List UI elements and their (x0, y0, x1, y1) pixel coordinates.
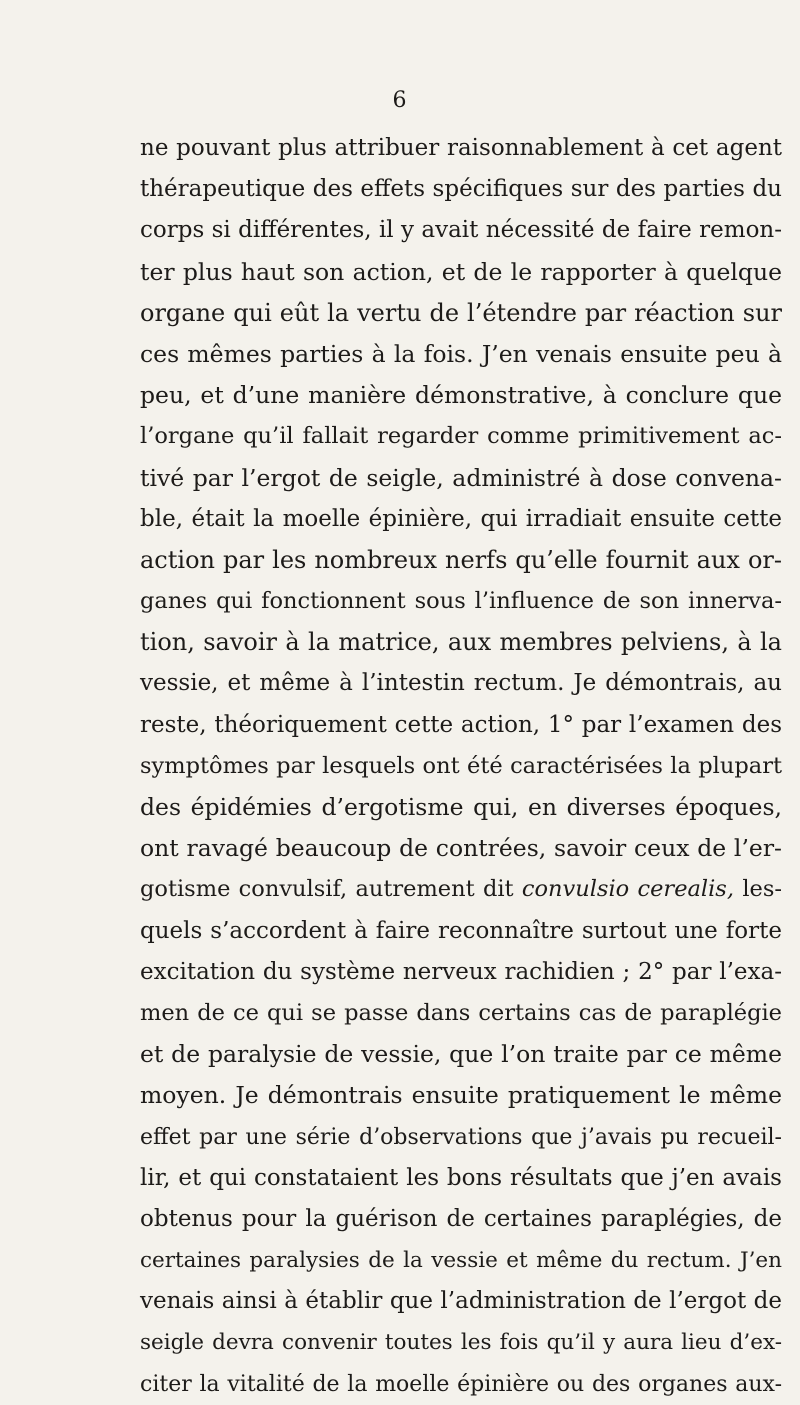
text-line: citer la vitalité de la moelle épinière ou des organes aux- (140, 1371, 782, 1397)
text-line: quels s’accordent à faire reconnaître surtout une forte (140, 917, 782, 944)
text-line: ne pouvant plus attribuer raisonnablement à cet agent (140, 135, 782, 161)
text-line: vessie, et même à l’intestin rectum. Je démontrais, au (140, 670, 782, 697)
text-line: seigle devra convenir toutes les fois qu’il y aura lieu d’ex- (140, 1330, 782, 1356)
page-number: 6 (392, 88, 408, 113)
text-line: men de ce qui se passe dans certains cas de paraplégie (140, 999, 782, 1026)
text-line: ces mêmes parties à la fois. J’en venais ensuite peu à (140, 339, 782, 368)
text-segment: gotisme convulsif, autrement dit (140, 876, 522, 903)
italic-latin-term: convulsio cerealis, (521, 876, 735, 903)
text-line: obtenus pour la guérison de certaines paraplégies, de (140, 1205, 782, 1232)
text-line: corps si différentes, il y avait nécessité de faire remon- (140, 217, 782, 244)
text-line: peu, et d’une manière démonstrative, à conclure que (140, 381, 782, 410)
text-line: ble, était la moelle épinière, qui irradiait ensuite cette (140, 505, 782, 532)
text-line: symptômes par lesquels ont été caractérisées la plupart (140, 752, 782, 779)
text-line: excitation du système nerveux rachidien ; 2° par l’exa- (140, 958, 782, 985)
text-line: moyen. Je démontrais ensuite pratiquement le même (140, 1081, 782, 1110)
text-line: et de paralysie de vessie, que l’on traite par ce même (140, 1040, 782, 1069)
text-line: venais ainsi à établir que l’administration de l’ergot de (140, 1288, 782, 1315)
text-line: organe qui eût la vertu de l’étendre par réaction sur (140, 298, 782, 327)
text-segment: les- (734, 876, 782, 903)
body-text (140, 128, 782, 1405)
text-line: des épidémies d’ergotisme qui, en diverses époques, (140, 793, 782, 821)
text-line: certaines paralysies de la vessie et même du rectum. J’en (140, 1248, 782, 1274)
text-line: tivé par l’ergot de seigle, administré à dose convena- (140, 463, 782, 492)
text-line: ganes qui fonctionnent sous l’influence de son innerva- (140, 588, 782, 615)
text-line: reste, théoriquement cette action, 1° par l’examen des (140, 711, 782, 738)
text-line: tion, savoir à la matrice, aux membres pelviens, à la (140, 628, 782, 657)
text-line: l’organe qu’il fallait regarder comme primitivement ac- (140, 423, 782, 450)
text-line: lir, et qui constataient les bons résultats que j’en avais (140, 1164, 782, 1191)
text-line: ont ravagé beaucoup de contrées, savoir ceux de l’er- (140, 834, 782, 863)
text-line-mixed (140, 869, 782, 910)
text-line: thérapeutique des effets spécifiques sur des parties du (140, 176, 782, 203)
text-line: effet par une série d’observations que j’avais pu recueil- (140, 1124, 782, 1150)
text-line: ter plus haut son action, et de le rapporter à quelque (140, 257, 782, 286)
text-line: action par les nombreux nerfs qu’elle fournit aux or- (140, 545, 782, 574)
